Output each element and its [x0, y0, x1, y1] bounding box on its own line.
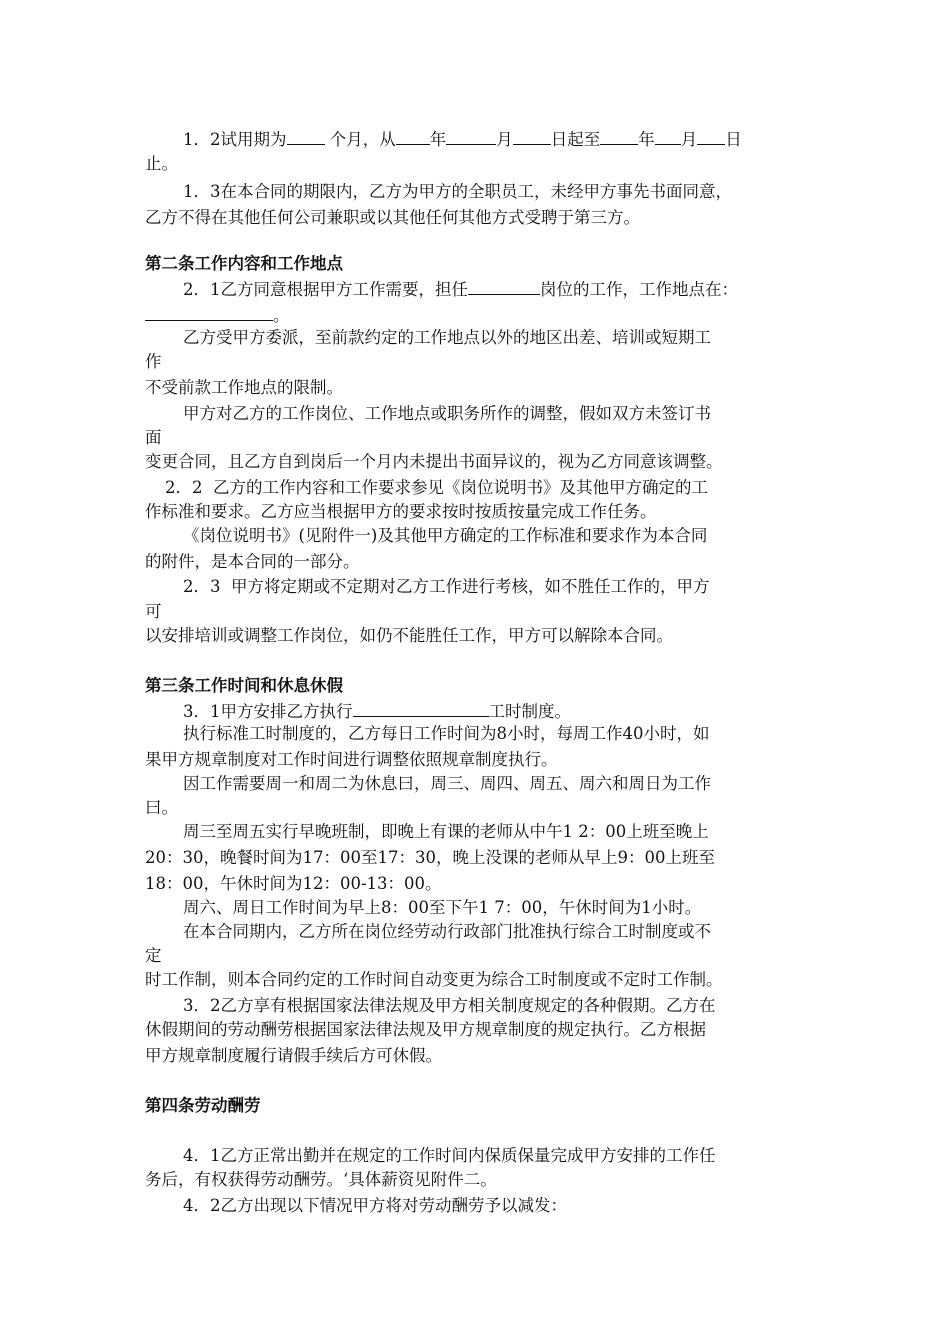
blank-underline: [446, 127, 496, 145]
blank-underline: [513, 127, 551, 145]
paragraph-line: 作: [145, 352, 162, 371]
clause-2-3-line: 2．3 甲方将定期或不定期对乙方工作进行考核，如不胜任工作的，甲方: [183, 577, 710, 596]
paragraph-line: [145, 303, 290, 325]
paragraph-line: 不受前款工作地点的限制。: [145, 378, 343, 397]
paragraph-line: 止。: [145, 154, 178, 173]
paragraph-line: 18：00，午休时间为12：00-13：00。: [145, 874, 442, 893]
paragraph-line: 时工作制，则本合同约定的工作时间自动变更为综合工时制度或不定时工作制。: [145, 970, 723, 989]
text-segment: 2．1乙方同意根据甲方工作需要，担任: [183, 280, 468, 299]
clause-1-2-line: [183, 127, 742, 149]
paragraph-line: 休假期间的劳动酬劳根据国家法律法规及甲方规章制度的规定执行。乙方根据: [145, 1020, 706, 1039]
clause-3-1-line: [183, 699, 571, 721]
paragraph-line: 曰。: [145, 798, 178, 817]
clause-2-1-line: [183, 277, 738, 299]
clause-1-3-line: 1．3在本合同的期限内，乙方为甲方的全职员工，未经甲方事先书面同意，: [183, 182, 732, 201]
text-segment: 月: [680, 130, 698, 149]
paragraph-line: 务后，有权获得劳动酬劳。‘具体薪资见附件二。: [145, 1170, 497, 1189]
paragraph-line: 因工作需要周一和周二为休息曰，周三、周四、周五、周六和周日为工作: [183, 774, 711, 793]
section-heading-article-3: 第三条工作时间和休息休假: [145, 676, 343, 695]
paragraph-line: 在本合同期内，乙方所在岗位经劳动行政部门批准执行综合工时制度或不: [183, 922, 711, 941]
paragraph-line: 可: [145, 602, 162, 621]
text-segment: 3．1甲方安排乙方执行: [183, 702, 353, 721]
blank-underline: [655, 127, 681, 145]
blank-underline: [145, 303, 273, 321]
text-segment: 日: [725, 130, 742, 149]
paragraph-line: 《岗位说明书》(见附件一)及其他甲方确定的工作标准和要求作为本合同: [183, 526, 708, 545]
blank-underline: [600, 127, 638, 145]
paragraph-line: 执行标准工时制度的，乙方每日工作时间为8小时，每周工作40小时，如: [183, 724, 710, 743]
paragraph-line: 甲方对乙方的工作岗位、工作地点或职务所作的调整，假如双方未签订书: [183, 404, 711, 423]
paragraph-line: 的附件，是本合同的一部分。: [145, 552, 360, 571]
blank-underline: [396, 127, 430, 145]
text-segment: 工时制度。: [488, 702, 571, 721]
paragraph-line: 周六、周日工作时间为早上8：00至下午1 7：00，午休时间为1小时。: [183, 898, 702, 917]
clause-4-1-line: 4．1乙方正常出勤并在规定的工作时间内保质保量完成甲方安排的工作任: [183, 1146, 716, 1165]
section-heading-article-2: 第二条工作内容和工作地点: [145, 254, 343, 273]
clause-3-2-line: 3．2乙方享有根据国家法律法规及甲方相关制度规定的各种假期。乙方在: [183, 996, 716, 1015]
blank-underline: [697, 127, 725, 145]
paragraph-line: 周三至周五实行早晚班制，即晚上有课的老师从中午1 2：00上班至晚上: [183, 822, 709, 841]
paragraph-line: 20：30，晚餐时间为17：00至17：30，晚上没课的老师从早上9：00上班至: [145, 848, 715, 867]
text-segment: 月: [496, 130, 513, 149]
text-segment: 岗位的工作，工作地点在：: [540, 280, 738, 299]
paragraph-line: 作标准和要求。乙方应当根据甲方的要求按时按质按量完成工作任务。: [145, 502, 657, 521]
text-segment: 年: [638, 130, 655, 149]
text-segment: 日起至: [550, 130, 601, 149]
blank-underline: [468, 277, 540, 295]
blank-underline: [287, 127, 325, 145]
paragraph-line: 乙方不得在其他任何公司兼职或以其他任何其他方式受聘于第三方。: [145, 208, 640, 227]
paragraph-line: 甲方规章制度履行请假手续后方可休假。: [145, 1046, 442, 1065]
blank-underline: [353, 699, 489, 717]
paragraph-line: 果甲方规章制度对工作时间进行调整依照规章制度执行。: [145, 750, 558, 769]
paragraph-line: 以安排培训或调整工作岗位，如仍不能胜任工作，甲方可以解除本合同。: [145, 626, 673, 645]
text-segment: 1．2试用期为: [183, 130, 287, 149]
paragraph-line: 乙方受甲方委派，至前款约定的工作地点以外的地区出差、培训或短期工: [183, 328, 711, 347]
text-segment: 年: [429, 130, 447, 149]
paragraph-line: 定: [145, 946, 162, 965]
clause-2-2-line: 2．2 乙方的工作内容和工作要求参见《岗位说明书》及其他甲方确定的工: [165, 478, 708, 497]
clause-4-2-line: 4．2乙方出现以下情况甲方将对劳动酬劳予以减发：: [183, 1196, 567, 1215]
paragraph-line: 面: [145, 428, 162, 447]
paragraph-line: 变更合同，且乙方自到岗后一个月内未提出书面异议的，视为乙方同意该调整。: [145, 452, 723, 471]
section-heading-article-4: 第四条劳动酬劳: [145, 1096, 261, 1115]
text-segment: 。: [273, 306, 290, 325]
text-segment: 个月，从: [324, 130, 396, 149]
